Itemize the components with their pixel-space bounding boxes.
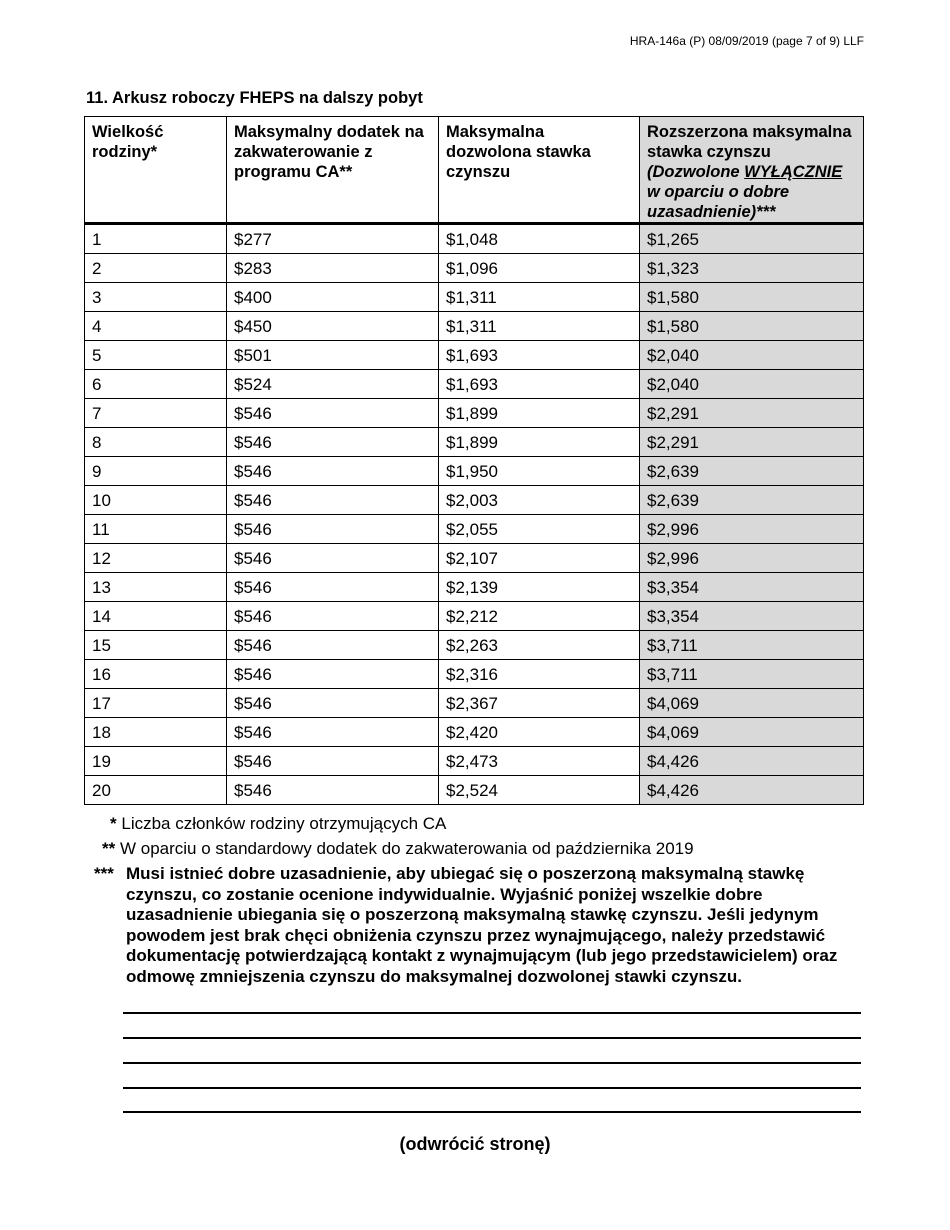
header-extended-part3: WYŁĄCZNIE (744, 163, 843, 181)
housing-allowance-cell: $546 (227, 573, 439, 602)
table-row (85, 631, 864, 660)
housing-allowance-cell: $546 (227, 631, 439, 660)
extended-rent-cell: $1,265 (640, 224, 864, 254)
table-row (85, 602, 864, 631)
housing-allowance-cell: $524 (227, 370, 439, 399)
family-size-cell: 13 (85, 573, 227, 602)
family-size-cell: 9 (85, 457, 227, 486)
extended-rent-cell: $2,639 (640, 457, 864, 486)
extended-rent-cell: $3,354 (640, 602, 864, 631)
table-row (85, 283, 864, 312)
max-rent-cell: $2,212 (439, 602, 640, 631)
table-row (85, 399, 864, 428)
family-size-cell: 5 (85, 341, 227, 370)
max-rent-cell: $2,420 (439, 718, 640, 747)
footnote-1-text: Liczba członków rodziny otrzymujących CA (121, 814, 447, 833)
extended-rent-cell: $1,580 (640, 283, 864, 312)
family-size-cell: 3 (85, 283, 227, 312)
max-rent-cell: $1,950 (439, 457, 640, 486)
header-max-housing-allowance: Maksymalny dodatek na zakwaterowanie z programu CA** (227, 117, 439, 224)
extended-rent-cell: $4,426 (640, 776, 864, 805)
family-size-cell: 1 (85, 224, 227, 254)
table-row (85, 457, 864, 486)
family-size-cell: 8 (85, 428, 227, 457)
table-row (85, 341, 864, 370)
table-row (85, 312, 864, 341)
family-size-cell: 18 (85, 718, 227, 747)
justification-line-2[interactable] (123, 1037, 861, 1039)
table-row (85, 747, 864, 776)
table-row (85, 370, 864, 399)
max-rent-cell: $1,311 (439, 312, 640, 341)
extended-rent-cell: $1,580 (640, 312, 864, 341)
max-rent-cell: $2,473 (439, 747, 640, 776)
extended-rent-cell: $2,040 (640, 341, 864, 370)
family-size-cell: 2 (85, 254, 227, 283)
footnote-1-marker: * (110, 814, 117, 833)
footnote-2 (102, 839, 694, 859)
extended-rent-cell: $2,996 (640, 544, 864, 573)
max-rent-cell: $2,524 (439, 776, 640, 805)
max-rent-cell: $2,139 (439, 573, 640, 602)
extended-rent-cell: $2,291 (640, 428, 864, 457)
table-row (85, 689, 864, 718)
table-row (85, 486, 864, 515)
family-size-cell: 6 (85, 370, 227, 399)
housing-allowance-cell: $283 (227, 254, 439, 283)
housing-allowance-cell: $546 (227, 602, 439, 631)
housing-allowance-cell: $400 (227, 283, 439, 312)
max-rent-cell: $2,003 (439, 486, 640, 515)
family-size-cell: 17 (85, 689, 227, 718)
max-rent-cell: $2,367 (439, 689, 640, 718)
table-row (85, 515, 864, 544)
extended-rent-cell: $2,639 (640, 486, 864, 515)
footnote-3-marker: *** (94, 864, 114, 883)
max-rent-cell: $2,055 (439, 515, 640, 544)
housing-allowance-cell: $277 (227, 224, 439, 254)
table-row (85, 718, 864, 747)
extended-rent-cell: $1,323 (640, 254, 864, 283)
table-header-row (85, 117, 864, 224)
header-extended-part1: Rozszerzona maksymalna stawka czynszu (647, 123, 852, 161)
max-rent-cell: $1,899 (439, 399, 640, 428)
family-size-cell: 12 (85, 544, 227, 573)
max-rent-cell: $1,311 (439, 283, 640, 312)
table-row (85, 254, 864, 283)
table-row (85, 660, 864, 689)
header-extended-part2: (Dozwolone (647, 163, 745, 181)
housing-allowance-cell: $450 (227, 312, 439, 341)
max-rent-cell: $2,316 (439, 660, 640, 689)
housing-allowance-cell: $546 (227, 399, 439, 428)
family-size-cell: 20 (85, 776, 227, 805)
max-rent-cell: $1,693 (439, 341, 640, 370)
housing-allowance-cell: $546 (227, 776, 439, 805)
footnote-2-text: W oparciu o standardowy dodatek do zakwaterowania od października 2019 (119, 839, 694, 858)
max-rent-cell: $1,693 (439, 370, 640, 399)
justification-line-5[interactable] (123, 1111, 861, 1113)
max-rent-cell: $1,096 (439, 254, 640, 283)
footnote-1 (110, 814, 446, 834)
housing-allowance-cell: $546 (227, 428, 439, 457)
family-size-cell: 19 (85, 747, 227, 776)
table-row (85, 573, 864, 602)
table-row (85, 428, 864, 457)
section-title: 11. Arkusz roboczy FHEPS na dalszy pobyt (86, 89, 423, 107)
extended-rent-cell: $3,354 (640, 573, 864, 602)
housing-allowance-cell: $546 (227, 718, 439, 747)
housing-allowance-cell: $546 (227, 515, 439, 544)
housing-allowance-cell: $546 (227, 544, 439, 573)
extended-rent-cell: $2,996 (640, 515, 864, 544)
footnote-2-marker: ** (102, 839, 116, 858)
footnote-3-text: Musi istnieć dobre uzasadnienie, aby ubiegać się o poszerzoną maksymalną stawkę czynszu, co zostanie ocenione indywidualnie. Wyjaśnić poniżej wszelkie dobre uzasadnienie ubiegania się o poszerzoną maksymalną stawkę czynszu. Jeśli jedynym powodem jest brak chęci obniżenia czynszu przez wynajmującego, należy przedstawić dokumentację potwierdzającą kontakt z wynajmującym (lub jego przedstawicielem) oraz odmowę zmniejszenia czynszu do maksymalnej dozwolonej stawki czynszu. (126, 864, 838, 986)
extended-rent-cell: $3,711 (640, 660, 864, 689)
max-rent-cell: $2,107 (439, 544, 640, 573)
family-size-cell: 4 (85, 312, 227, 341)
extended-rent-cell: $2,291 (640, 399, 864, 428)
footnote-3 (94, 864, 866, 987)
table-row (85, 776, 864, 805)
extended-rent-cell: $4,426 (640, 747, 864, 776)
housing-allowance-cell: $546 (227, 486, 439, 515)
header-max-rent: Maksymalna dozwolona stawka czynszu (439, 117, 640, 224)
housing-allowance-cell: $546 (227, 660, 439, 689)
family-size-cell: 14 (85, 602, 227, 631)
family-size-cell: 10 (85, 486, 227, 515)
table-row (85, 224, 864, 254)
justification-line-3[interactable] (123, 1062, 861, 1064)
header-extended-part4: w oparciu o dobre uzasadnienie)*** (647, 183, 790, 221)
family-size-cell: 16 (85, 660, 227, 689)
max-rent-cell: $1,899 (439, 428, 640, 457)
extended-rent-cell: $3,711 (640, 631, 864, 660)
header-family-size: Wielkość rodziny* (85, 117, 227, 224)
housing-allowance-cell: $546 (227, 457, 439, 486)
extended-rent-cell: $4,069 (640, 718, 864, 747)
family-size-cell: 15 (85, 631, 227, 660)
family-size-cell: 11 (85, 515, 227, 544)
family-size-cell: 7 (85, 399, 227, 428)
turn-page-note: (odwrócić stronę) (399, 1134, 551, 1154)
housing-allowance-cell: $501 (227, 341, 439, 370)
header-extended-max-rent (640, 117, 864, 224)
table-row (85, 544, 864, 573)
form-code: HRA-146a (P) 08/09/2019 (page 7 of 9) LLF (629, 34, 864, 48)
justification-line-1[interactable] (123, 1012, 861, 1014)
extended-rent-cell: $2,040 (640, 370, 864, 399)
housing-allowance-cell: $546 (227, 747, 439, 776)
justification-line-4[interactable] (123, 1087, 861, 1089)
housing-allowance-cell: $546 (227, 689, 439, 718)
max-rent-cell: $1,048 (439, 224, 640, 254)
fheps-worksheet-table (84, 116, 864, 805)
extended-rent-cell: $4,069 (640, 689, 864, 718)
max-rent-cell: $2,263 (439, 631, 640, 660)
